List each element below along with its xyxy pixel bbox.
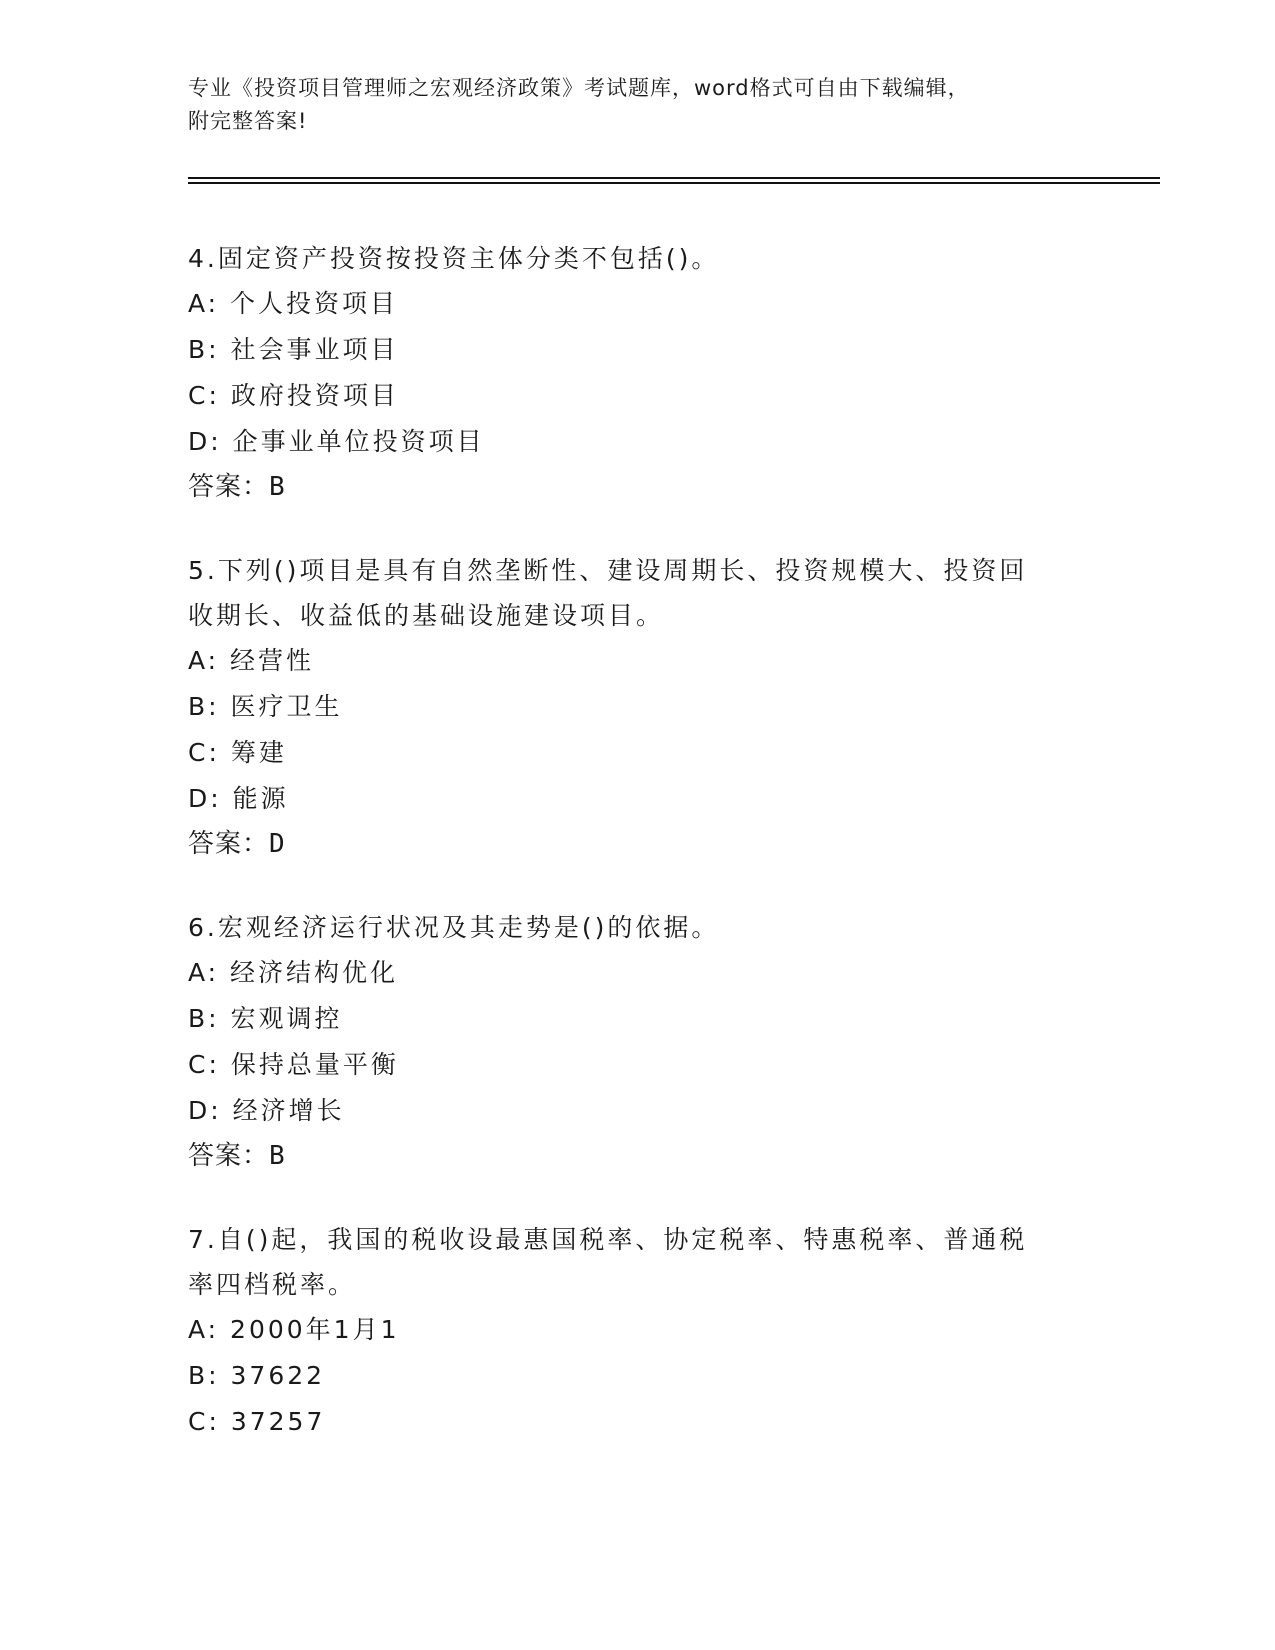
header-divider-top	[188, 177, 1160, 179]
answer-value: D	[269, 829, 286, 859]
option-key: D:	[188, 784, 222, 813]
option-key: A:	[188, 1315, 220, 1344]
answer-line	[188, 465, 1068, 509]
option-key: A:	[188, 958, 220, 987]
option-b	[188, 327, 1068, 373]
option-key: C:	[188, 738, 220, 767]
option-d	[188, 1088, 1068, 1134]
answer-line	[188, 822, 1068, 866]
option-b	[188, 996, 1068, 1042]
option-text: 医疗卫生	[230, 692, 343, 721]
option-key: A:	[188, 646, 220, 675]
question-stem: 6.宏观经济运行状况及其走势是()的依据。	[188, 913, 720, 942]
option-text: 筹建	[230, 738, 287, 767]
header-line-1: 专业《投资项目管理师之宏观经济政策》考试题库，word格式可自由下载编辑，	[188, 76, 970, 100]
answer-label: 答案：	[188, 472, 270, 502]
option-d	[188, 419, 1068, 465]
option-key: D:	[188, 427, 222, 456]
question-block	[188, 548, 1068, 866]
answer-line	[188, 1134, 1068, 1178]
option-a	[188, 950, 1068, 996]
question-stem-continued: 收期长、收益低的基础设施建设项目。	[188, 601, 665, 630]
question-block	[188, 1217, 1068, 1445]
option-text: 2000年1月1	[230, 1315, 400, 1344]
answer-value: B	[269, 1141, 286, 1171]
option-text: 经济结构优化	[230, 958, 399, 987]
question-list	[188, 236, 1068, 1484]
option-d	[188, 776, 1068, 822]
option-key: C:	[188, 1050, 220, 1079]
option-key: A:	[188, 289, 220, 318]
option-c	[188, 373, 1068, 419]
question-block	[188, 236, 1068, 509]
question-stem: 5.下列()项目是具有自然垄断性、建设周期长、投资规模大、投资回	[188, 556, 1028, 585]
question-stem: 7.自()起，我国的税收设最惠国税率、协定税率、特惠税率、普通税	[188, 1225, 1028, 1254]
option-b	[188, 684, 1068, 730]
option-c	[188, 1399, 1068, 1445]
option-key: C:	[188, 381, 220, 410]
option-key: D:	[188, 1096, 222, 1125]
option-a	[188, 1307, 1068, 1353]
option-key: B:	[188, 692, 220, 721]
option-key: C:	[188, 1407, 220, 1436]
header-line-2: 附完整答案!	[188, 109, 308, 133]
option-text: 企事业单位投资项目	[232, 427, 485, 456]
question-stem-continued: 率四档税率。	[188, 1270, 357, 1299]
option-key: B:	[188, 1361, 220, 1390]
option-c	[188, 730, 1068, 776]
header-divider-bottom	[188, 182, 1160, 184]
option-text: 政府投资项目	[230, 381, 399, 410]
question-stem: 4.固定资产投资按投资主体分类不包括()。	[188, 244, 720, 273]
option-text: 社会事业项目	[230, 335, 399, 364]
option-text: 经济增长	[232, 1096, 345, 1125]
answer-label: 答案：	[188, 829, 270, 859]
document-header	[188, 72, 1068, 138]
option-b	[188, 1353, 1068, 1399]
option-key: B:	[188, 1004, 220, 1033]
option-c	[188, 1042, 1068, 1088]
answer-value: B	[269, 472, 286, 502]
option-text: 保持总量平衡	[230, 1050, 399, 1079]
option-text: 能源	[232, 784, 289, 813]
option-key: B:	[188, 335, 220, 364]
option-text: 个人投资项目	[230, 289, 399, 318]
option-a	[188, 638, 1068, 684]
option-text: 宏观调控	[230, 1004, 343, 1033]
option-a	[188, 281, 1068, 327]
option-text: 37622	[230, 1361, 326, 1390]
option-text: 37257	[230, 1407, 326, 1436]
option-text: 经营性	[230, 646, 315, 675]
answer-label: 答案：	[188, 1141, 270, 1171]
question-block	[188, 905, 1068, 1178]
